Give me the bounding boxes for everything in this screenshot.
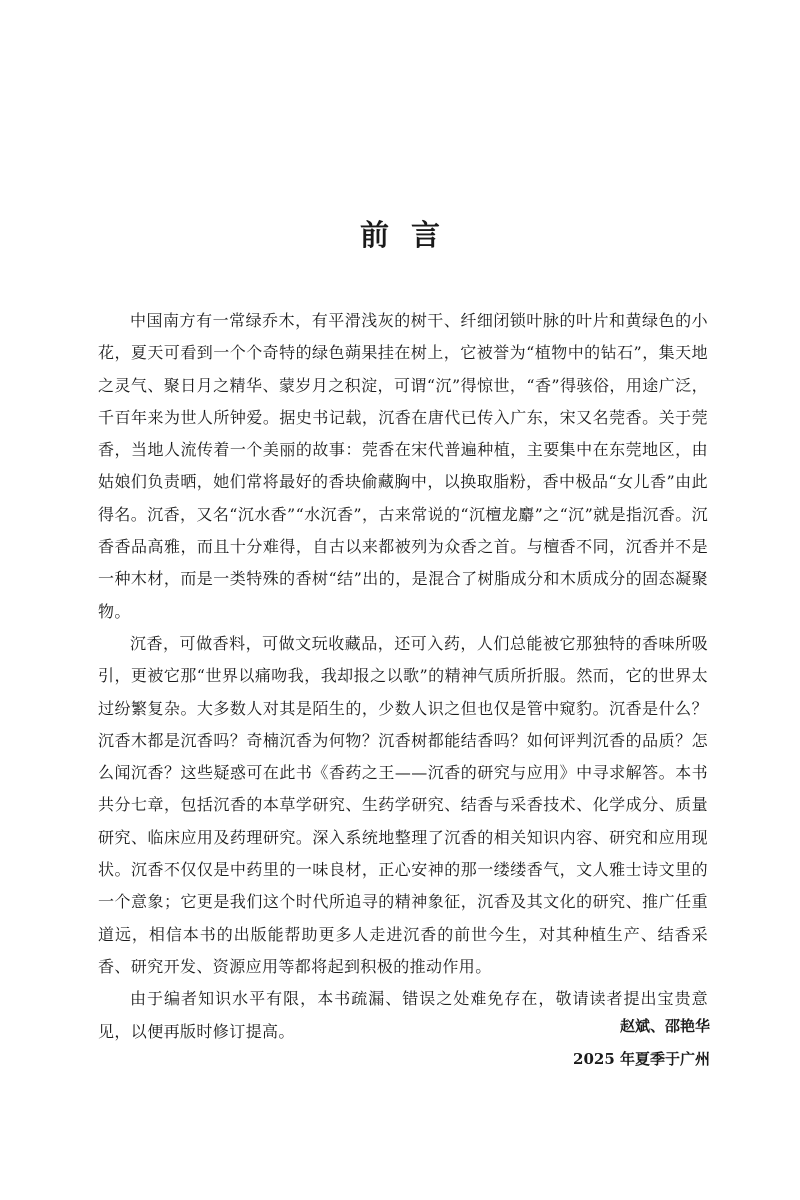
paragraph-3: 由于编者知识水平有限，本书疏漏、错误之处难免存在，敬请读者提出宝贵意见，以便再版时修订提高。 (98, 989, 708, 1041)
paragraph-2: 沉香，可做香料，可做文玩收藏品，还可入药，人们总能被它那独特的香味所吸引，更被它那“世界以痛吻我，我却报之以歌”的精神气质所折服。然而，它的世界太过纷繁复杂。大多数人对其是陌生的，少数人识之但也仅是管中窥豹。沉香是什么？沉香木都是沉香吗？奇楠沉香为何物？沉香树都能结香吗？如何评判沉香的品质？怎么闻沉香？这些疑惑可在此书《香药之王——沉香的研究与应用》中寻求解答。本书共分七章，包括沉香的本草学研究、生药学研究、结香与采香技术、化学成分、质量研究、临床应用及药理研究。深入系统地整理了沉香的相关知识内容、研究和应用现状。沉香不仅仅是中药里的一味良材，正心安神的那一缕缕香气，文人雅士诗文里的一个意象；它更是我们这个时代所追寻的精神象征，沉香及其文化的研究、推广任重道远，相信本书的出版能帮助更多人走进沉香的前世今生，对其种植生产、结香采香、研究开发、资源应用等都将起到积极的推动作用。 (98, 633, 708, 976)
signature-date-place: 2025 年夏季于广州 (573, 1050, 710, 1068)
page-title: 前言 (359, 218, 462, 252)
signature-block (500, 1010, 710, 1076)
paragraph-1: 中国南方有一常绿乔木，有平滑浅灰的树干、纤细闭锁叶脉的叶片和黄绿色的小花，夏天可看到一个个奇特的绿色蒴果挂在树上，它被誉为“植物中的钻石”，集天地之灵气、聚日月之精华、蒙岁月之积淀，可谓“沉”得惊世，“香”得骇俗，用途广泛，千百年来为世人所钟爱。据史书记载，沉香在唐代已传入广东，宋又名莞香。关于莞香，当地人流传着一个美丽的故事：莞香在宋代普遍种植，主要集中在东莞地区，由姑娘们负责晒，她们常将最好的香块偷藏胸中，以换取脂粉，香中极品“女儿香”由此得名。沉香，又名“沉水香”“水沉香”，古来常说的“沉檀龙麝”之“沉”就是指沉香。沉香香品高雅，而且十分难得，自古以来都被列为众香之首。与檀香不同，沉香并不是一种木材，而是一类特殊的香树“结”出的，是混合了树脂成分和木质成分的固态凝聚物。 (98, 311, 708, 621)
signature-authors: 赵斌、邵艳华 (619, 1017, 710, 1035)
preface-body (98, 305, 708, 1048)
